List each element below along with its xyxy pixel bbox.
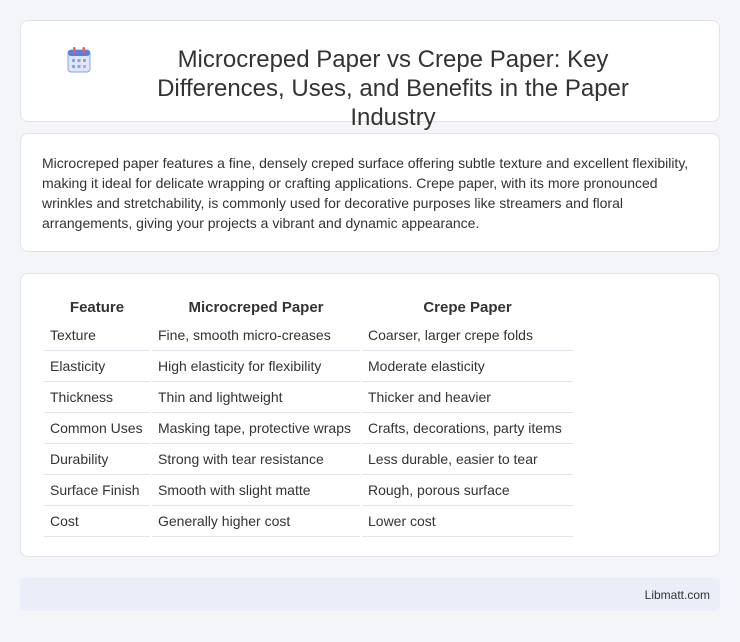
table-header-row [44,294,573,320]
table-row [44,413,573,444]
feature-cell: Elasticity [44,351,150,382]
description-text: Microcreped paper features a fine, densely creped surface offering subtle texture and excellent flexibility, making it ideal for delicate wrapping or crafting applications. Crepe paper, with its more pronounced wrinkles and stretchability, is commonly used for decorative purposes like streamers and floral arrangements, giving your projects a vibrant and dynamic appearance. [42,155,689,231]
crepe-cell: Coarser, larger crepe folds [362,320,573,351]
feature-cell: Cost [44,506,150,537]
title-wrap [21,45,719,132]
microcreped-cell: Fine, smooth micro-creases [152,320,360,351]
table-row [44,382,573,413]
title-card [20,20,720,131]
feature-cell: Texture [44,320,150,351]
crepe-cell: Lower cost [362,506,573,537]
calendar-icon [67,47,91,73]
crepe-cell: Thicker and heavier [362,382,573,413]
feature-cell: Surface Finish [44,475,150,506]
description-card [20,133,720,252]
crepe-cell: Rough, porous surface [362,475,573,506]
header-crepe: Crepe Paper [423,298,512,316]
microcreped-cell: Strong with tear resistance [152,444,360,475]
page-title: Microcreped Paper vs Crepe Paper: Key Differences, Uses, and Benefits in the Paper Industry [157,46,629,131]
table-row [44,506,573,537]
feature-cell: Durability [44,444,150,475]
microcreped-cell: Masking tape, protective wraps [152,413,360,444]
crepe-cell: Less durable, easier to tear [362,444,573,475]
microcreped-cell: Smooth with slight matte [152,475,360,506]
table-row [44,444,573,475]
header-microcreped: Microcreped Paper [188,298,324,316]
comparison-table [42,294,575,537]
header-feature: Feature [69,298,125,316]
table-row [44,320,573,351]
crepe-cell: Crafts, decorations, party items [362,413,573,444]
footer-site-link[interactable]: Libmatt.com [644,588,710,602]
feature-cell: Thickness [44,382,150,413]
table-row [44,475,573,506]
comparison-card [20,273,720,557]
crepe-cell: Moderate elasticity [362,351,573,382]
microcreped-cell: Thin and lightweight [152,382,360,413]
footer-bar [20,578,720,611]
table-row [44,351,573,382]
microcreped-cell: High elasticity for flexibility [152,351,360,382]
microcreped-cell: Generally higher cost [152,506,360,537]
feature-cell: Common Uses [44,413,150,444]
